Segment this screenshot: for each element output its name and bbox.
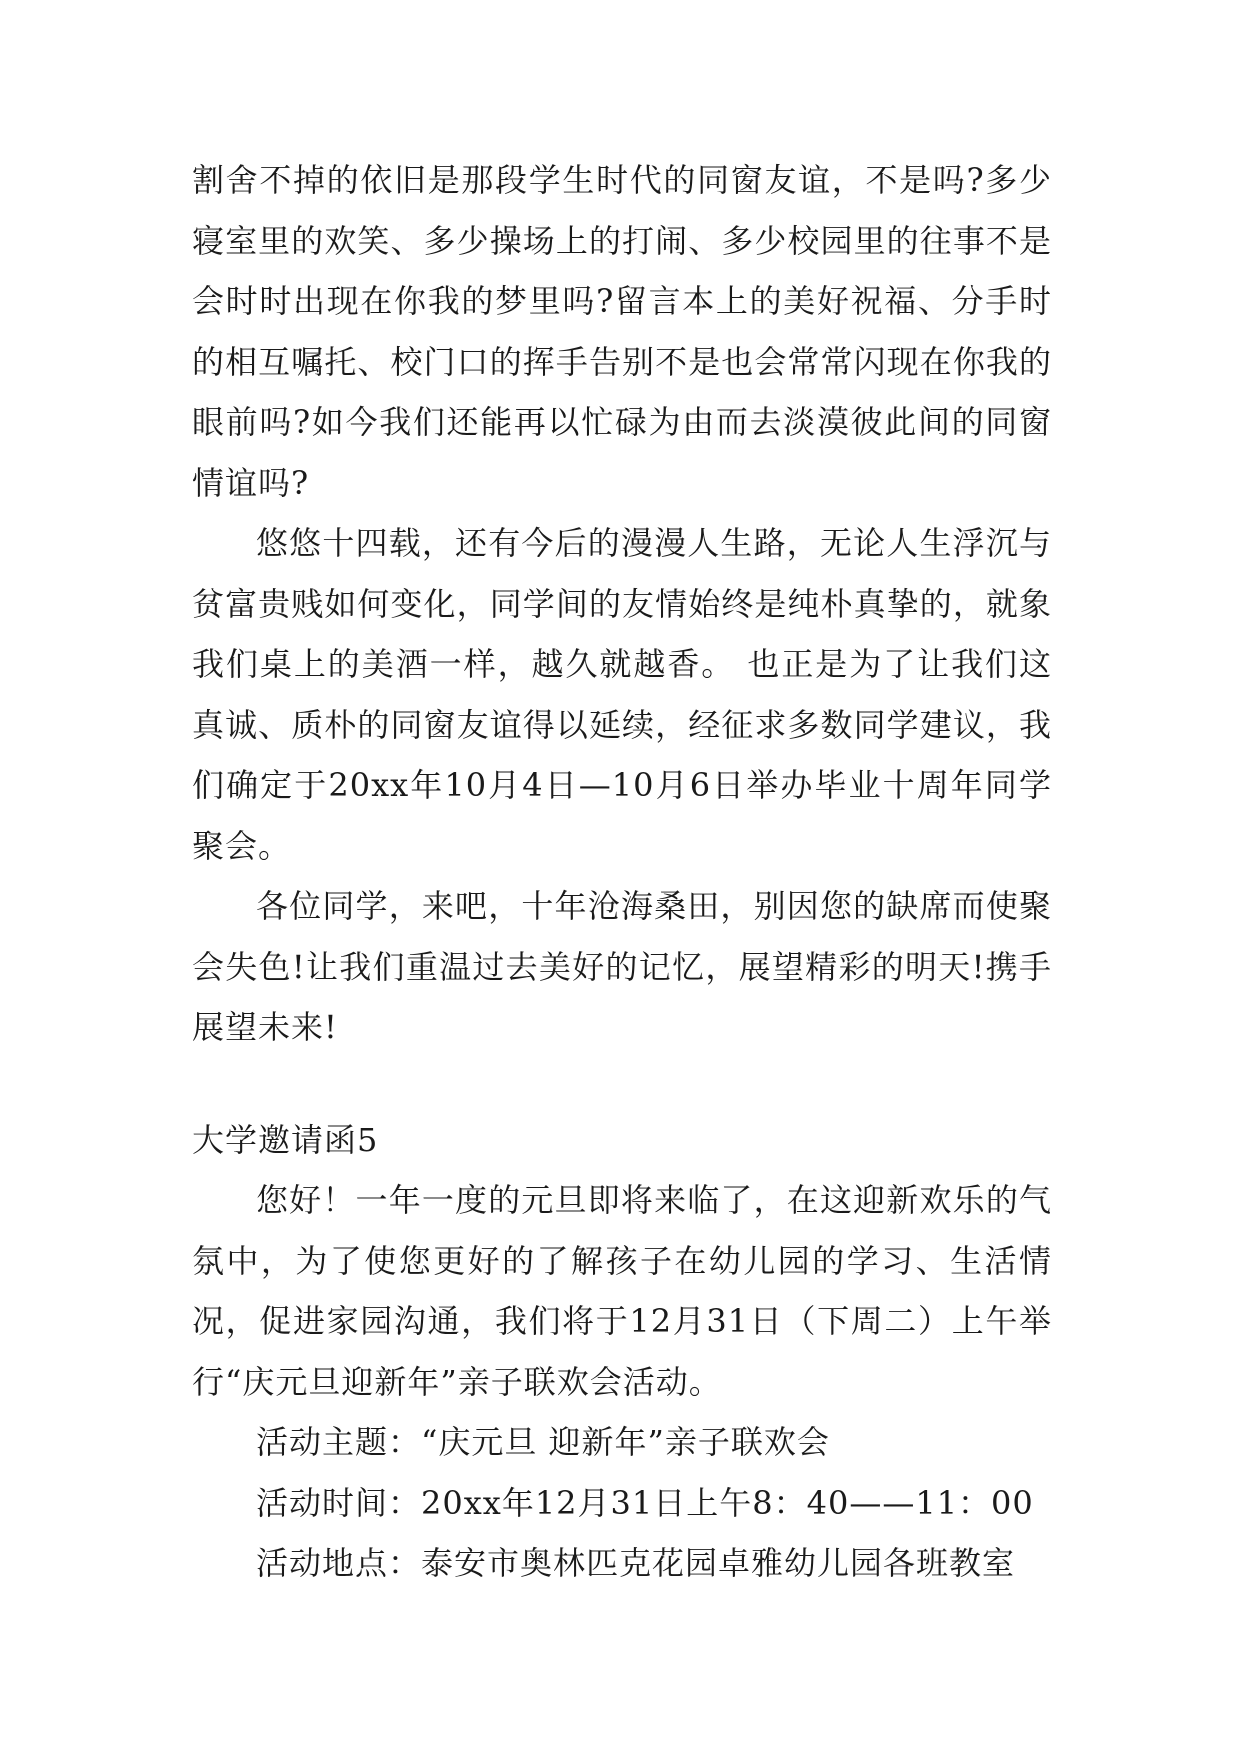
activity-theme-line: 活动主题：“庆元旦 迎新年”亲子联欢会 (256, 1423, 830, 1461)
activity-time-line: 活动时间：20xx年12月31日上午8：40——11：00 (256, 1483, 1034, 1522)
activity-place-line: 活动地点：泰安市奥林匹克花园卓雅幼儿园各班教室 (256, 1544, 1016, 1582)
document-page (192, 150, 1052, 1594)
paragraph-new-year-intro: 您好！一年一度的元旦即将来临了，在这迎新欢乐的气氛中，为了使您更好的了解孩子在幼儿园的学习、生活情况，促进家园沟通，我们将于12月31日（下周二）上午举行“庆元旦迎新年”亲子联欢会活动。 (192, 1181, 1052, 1401)
paragraph-friendship: 悠悠十四载，还有今后的漫漫人生路，无论人生浮沉与贫富贵贱如何变化，同学间的友情始终是纯朴真挚的，就象我们桌上的美酒一样，越久就越香。 也正是为了让我们这真诚、质朴的同窗友谊得以延续，经征求多数同学建议，我们确定于20xx年10月4日—10月6日举办毕业十周年同学聚会。 (192, 524, 1052, 865)
paragraph-invitation-call: 各位同学，来吧，十年沧海桑田，别因您的缺席而使聚会失色!让我们重温过去美好的记忆，展望精彩的明天!携手展望未来! (192, 887, 1052, 1046)
section-heading: 大学邀请函5 (192, 1120, 379, 1159)
paragraph-memories: 割舍不掉的依旧是那段学生时代的同窗友谊，不是吗?多少寝室里的欢笑、多少操场上的打闹、多少校园里的往事不是会时时出现在你我的梦里吗?留言本上的美好祝福、分手时的相互嘱托、校门口的挥手告别不是也会常常闪现在你我的眼前吗?如今我们还能再以忙碌为由而去淡漠彼此间的同窗情谊吗? (192, 161, 1052, 502)
